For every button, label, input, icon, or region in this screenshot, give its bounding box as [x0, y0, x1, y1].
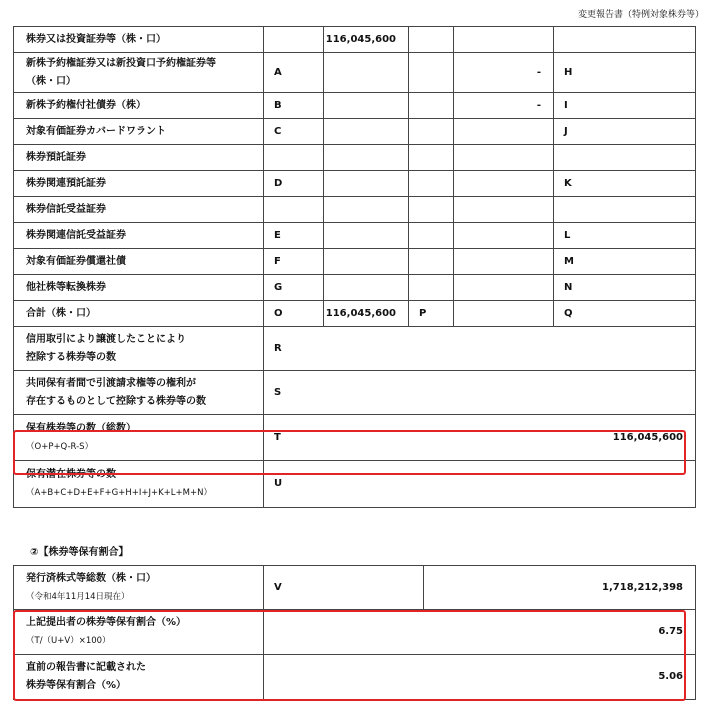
cell-c3: [324, 223, 409, 249]
cell-c2: O: [264, 301, 324, 327]
deduct-r-label: 信用取引により譲渡したことにより 控除する株券等の数: [14, 327, 264, 371]
cell-c6: [554, 27, 696, 53]
row-label: 合計（株・口）: [14, 301, 264, 327]
latent-u-value: U: [264, 461, 696, 508]
cell-c6: J: [554, 119, 696, 145]
latent-u-label: 保有潜在株券等の数 （A+B+C+D+E+F+G+H+I+J+K+L+M+N）: [14, 461, 264, 508]
holding-ratio-label: 上記提出者の株券等保有割合（%） （T/（U+V）×100）: [14, 610, 264, 655]
ratio-section-title: ②【株券等保有割合】: [30, 547, 129, 558]
row-label: 新株予約権証券又は新投資口予約権証券等 （株・口）: [14, 53, 264, 93]
cell-c6: [554, 145, 696, 171]
cell-c4: [409, 119, 454, 145]
cell-c5: [454, 145, 554, 171]
cell-c2: C: [264, 119, 324, 145]
cell-c3: [324, 53, 409, 93]
shares-row: [14, 27, 696, 53]
cell-c2: [264, 145, 324, 171]
row-label: 他社株等転換株券: [14, 275, 264, 301]
cell-c3: [324, 171, 409, 197]
total-t-value: T 116,045,600: [264, 415, 696, 461]
cell-c4: [409, 145, 454, 171]
previous-ratio-label: 直前の報告書に記載された 株券等保有割合（%）: [14, 655, 264, 700]
cell-c5: [454, 275, 554, 301]
cell-c4: [409, 171, 454, 197]
cell-c6: K: [554, 171, 696, 197]
form-title: 変更報告書（特例対象株券等）: [577, 10, 704, 20]
cell-c2: A: [264, 53, 324, 93]
cell-c2: E: [264, 223, 324, 249]
cell-c2: F: [264, 249, 324, 275]
cell-c5: -: [454, 53, 554, 93]
cell-c5: [454, 223, 554, 249]
shares-row: [14, 171, 696, 197]
deduct-s-value: S: [264, 371, 696, 415]
row-label: 株券又は投資証券等（株・口）: [14, 27, 264, 53]
deduct-s-label: 共同保有者間で引渡請求権等の権利が 存在するものとして控除する株券等の数: [14, 371, 264, 415]
cell-c2: G: [264, 275, 324, 301]
cell-c3: [324, 249, 409, 275]
previous-ratio-row: [14, 655, 696, 700]
cell-c3: [324, 93, 409, 119]
deduct-s-row: [14, 371, 696, 415]
row-label: 株券信託受益証券: [14, 197, 264, 223]
cell-c2: [264, 27, 324, 53]
cell-c6: Q: [554, 301, 696, 327]
cell-c4: [409, 223, 454, 249]
cell-c4: [409, 249, 454, 275]
row-label: 対象有価証券償還社債: [14, 249, 264, 275]
cell-c2: [264, 197, 324, 223]
holding-ratio-value: 6.75: [264, 610, 696, 655]
shares-row: [14, 53, 696, 93]
row-label: 株券預託証券: [14, 145, 264, 171]
cell-c6: L: [554, 223, 696, 249]
cell-c3: 116,045,600: [324, 301, 409, 327]
cell-c2: B: [264, 93, 324, 119]
issued-code: V: [264, 566, 424, 610]
shares-rows: [14, 27, 696, 327]
cell-c6: I: [554, 93, 696, 119]
cell-c3: [324, 145, 409, 171]
cell-c5: [454, 171, 554, 197]
cell-c5: [454, 301, 554, 327]
cell-c3: 116,045,600: [324, 27, 409, 53]
cell-c4: [409, 275, 454, 301]
cell-c3: [324, 119, 409, 145]
row-label: 株券関連預託証券: [14, 171, 264, 197]
shares-row: [14, 249, 696, 275]
cell-c4: [409, 27, 454, 53]
cell-c5: [454, 197, 554, 223]
shares-row: [14, 119, 696, 145]
shares-row: [14, 93, 696, 119]
shares-table: [13, 26, 696, 508]
shares-row: [14, 145, 696, 171]
shares-row: [14, 197, 696, 223]
row-label: 株券関連信託受益証券: [14, 223, 264, 249]
previous-ratio-value: 5.06: [264, 655, 696, 700]
latent-u-row: [14, 461, 696, 508]
cell-c6: H: [554, 53, 696, 93]
cell-c6: N: [554, 275, 696, 301]
shares-row: [14, 223, 696, 249]
cell-c6: M: [554, 249, 696, 275]
cell-c5: [454, 119, 554, 145]
cell-c6: [554, 197, 696, 223]
cell-c5: [454, 27, 554, 53]
cell-c3: [324, 197, 409, 223]
cell-c4: P: [409, 301, 454, 327]
cell-c4: [409, 53, 454, 93]
issued-label: 発行済株式等総数（株・口） （令和4年11月14日現在）: [14, 566, 264, 610]
shares-row: [14, 301, 696, 327]
issued-row: [14, 566, 696, 610]
cell-c3: [324, 275, 409, 301]
cell-c4: [409, 93, 454, 119]
cell-c5: [454, 249, 554, 275]
shares-row: [14, 275, 696, 301]
row-label: 対象有価証券カバードワラント: [14, 119, 264, 145]
deduct-r-row: [14, 327, 696, 371]
cell-c4: [409, 197, 454, 223]
total-t-label: 保有株券等の数（総数） （O+P+Q-R-S）: [14, 415, 264, 461]
cell-c5: -: [454, 93, 554, 119]
issued-value: 1,718,212,398: [424, 566, 696, 610]
row-label: 新株予約権付社債券（株）: [14, 93, 264, 119]
cell-c2: D: [264, 171, 324, 197]
ratio-table: [13, 565, 696, 700]
total-t-row: [14, 415, 696, 461]
holding-ratio-row: [14, 610, 696, 655]
deduct-r-value: R: [264, 327, 696, 371]
